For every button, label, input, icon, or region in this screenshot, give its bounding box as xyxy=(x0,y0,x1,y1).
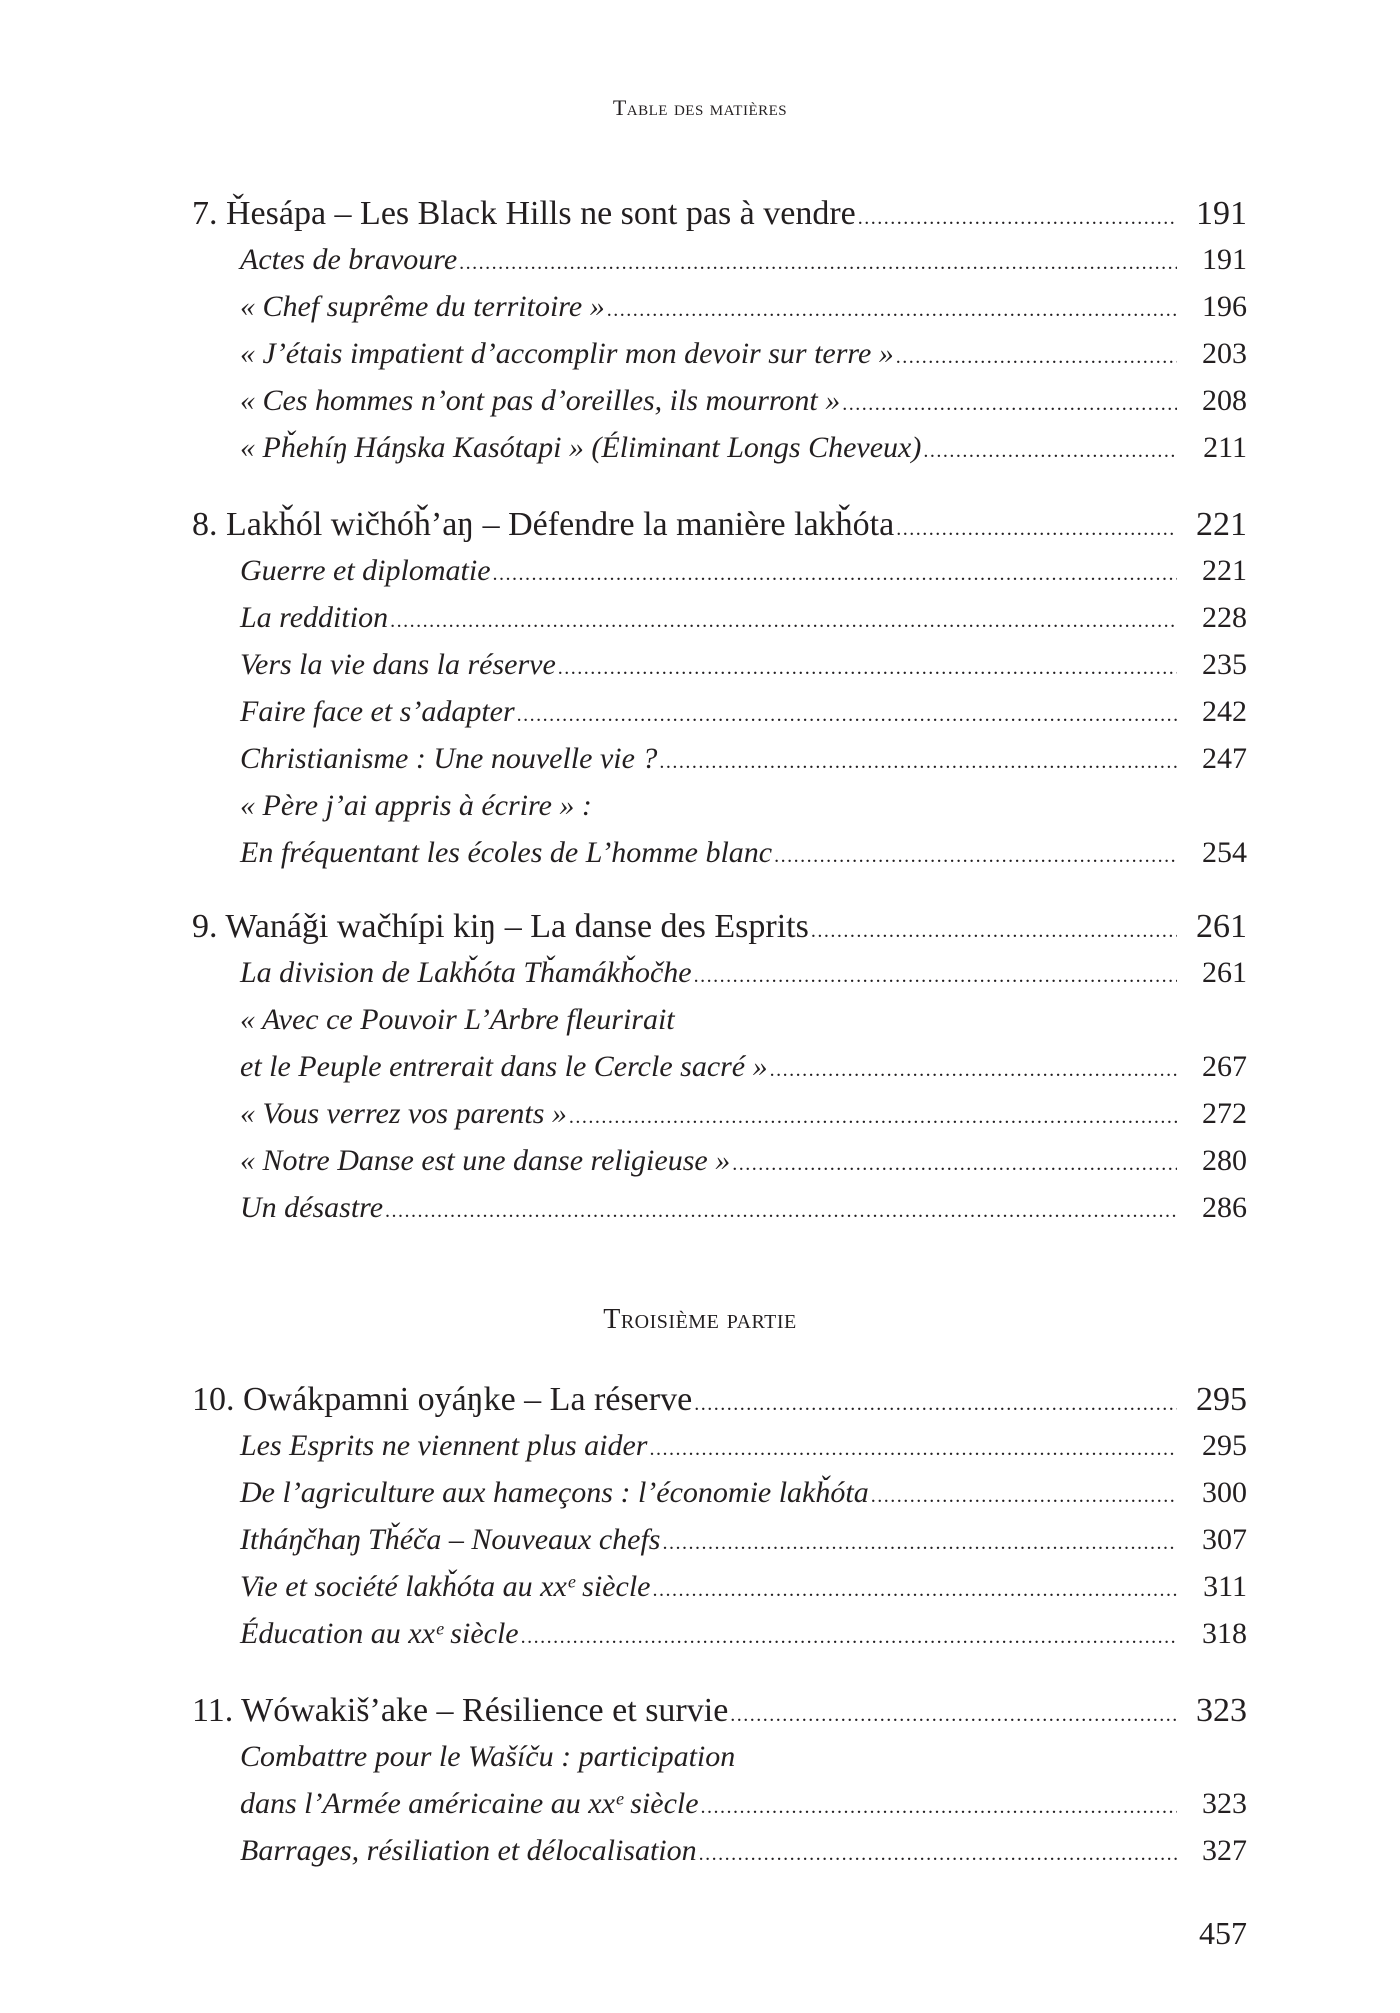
entry-title-line1: « Père j’ai appris à écrire » : xyxy=(240,789,592,822)
entry-title: En fréquentant les écoles de L’homme blanc xyxy=(240,836,773,869)
page-ref: 318 xyxy=(1202,1617,1247,1650)
page-ref: 208 xyxy=(1202,384,1247,417)
entry-title: Faire face et s’adapter xyxy=(240,695,515,728)
dot-leader xyxy=(730,1704,1177,1727)
dot-leader xyxy=(521,1626,1177,1649)
toc-entry[interactable] xyxy=(192,290,1247,337)
dot-leader xyxy=(896,346,1177,369)
page-ref: 242 xyxy=(1202,695,1247,728)
toc-entry[interactable] xyxy=(192,695,1247,742)
toc-chapter[interactable] xyxy=(192,908,1247,956)
toc-entry[interactable] xyxy=(192,1097,1247,1144)
page-ref: 191 xyxy=(1202,243,1247,276)
toc-section-7 xyxy=(192,195,1247,478)
page-ref: 261 xyxy=(1202,956,1247,989)
toc-entry[interactable] xyxy=(192,601,1247,648)
entry-title: Christianisme : Une nouvelle vie ? xyxy=(240,742,658,775)
dot-leader xyxy=(923,440,1177,463)
toc-entry[interactable] xyxy=(192,1617,1247,1664)
toc-entry[interactable] xyxy=(192,648,1247,695)
entry-title: Les Esprits ne viennent plus aider xyxy=(240,1429,648,1462)
toc-entry[interactable] xyxy=(192,1429,1247,1476)
dot-leader xyxy=(871,1485,1177,1508)
toc-chapter[interactable] xyxy=(192,506,1247,554)
toc-entry[interactable] xyxy=(192,1191,1247,1238)
dot-leader xyxy=(896,518,1177,541)
entry-title: « J’étais impatient d’accomplir mon devoir sur terre » xyxy=(240,337,894,370)
dot-leader xyxy=(770,1059,1177,1082)
chapter-title: 7. Ȟesápa – Les Black Hills ne sont pas à vendre xyxy=(192,195,856,232)
entry-title: Éducation au xxᵉ siècle xyxy=(240,1617,519,1650)
page-ref: 203 xyxy=(1202,337,1247,370)
entry-title: « Notre Danse est une danse religieuse » xyxy=(240,1144,731,1177)
page-ref: 228 xyxy=(1202,601,1247,634)
page-ref: 196 xyxy=(1202,290,1247,323)
page-ref: 295 xyxy=(1196,1381,1247,1418)
dot-leader xyxy=(493,563,1177,586)
entry-title: De l’agriculture aux hameçons : l’économie lakȟóta xyxy=(240,1476,869,1509)
toc-section-11 xyxy=(192,1692,1247,1881)
page-ref: 221 xyxy=(1202,554,1247,587)
page-ref: 267 xyxy=(1202,1050,1247,1083)
page-ref: 235 xyxy=(1202,648,1247,681)
toc-entry[interactable] xyxy=(192,243,1247,290)
entry-title-line1: Combattre pour le Wašíču : participation xyxy=(240,1740,736,1773)
page-ref: 261 xyxy=(1196,908,1247,945)
page-ref: 300 xyxy=(1202,1476,1247,1509)
entry-title: et le Peuple entrerait dans le Cercle sacré » xyxy=(240,1050,768,1083)
page-ref: 272 xyxy=(1202,1097,1247,1130)
page-number: 457 xyxy=(1199,1915,1247,1951)
page-ref: 221 xyxy=(1196,506,1247,543)
toc-chapter[interactable] xyxy=(192,1692,1247,1740)
entry-title: dans l’Armée américaine au xxᵉ siècle xyxy=(240,1787,699,1820)
running-head: Table des matières xyxy=(612,95,788,120)
entry-title: « Ces hommes n’ont pas d’oreilles, ils mourront » xyxy=(240,384,841,417)
dot-leader xyxy=(517,704,1177,727)
dot-leader xyxy=(607,299,1177,322)
page-ref: 247 xyxy=(1202,742,1247,775)
dot-leader xyxy=(385,1200,1177,1223)
page-ref: 327 xyxy=(1202,1834,1247,1867)
page-ref: 286 xyxy=(1202,1191,1247,1224)
dot-leader xyxy=(459,252,1177,275)
toc-entry[interactable] xyxy=(192,384,1247,431)
dot-leader xyxy=(649,1438,1177,1461)
toc-entry[interactable] xyxy=(192,836,1247,883)
entry-title: « Vous verrez vos parents » xyxy=(240,1097,567,1130)
entry-title: Itháŋčhaŋ Tȟéča – Nouveaux chefs xyxy=(240,1523,661,1556)
dot-leader xyxy=(701,1796,1177,1819)
toc-entry[interactable] xyxy=(192,1144,1247,1191)
page-ref: 311 xyxy=(1203,1570,1247,1603)
entry-title: Vers la vie dans la réserve xyxy=(240,648,556,681)
toc-entry[interactable] xyxy=(192,1476,1247,1523)
dot-leader xyxy=(652,1579,1177,1602)
toc-entry[interactable] xyxy=(192,742,1247,789)
dot-leader xyxy=(662,1532,1177,1555)
toc-entry[interactable] xyxy=(192,1570,1247,1617)
page-ref: 323 xyxy=(1196,1692,1247,1729)
chapter-title: 11. Wówakiš’ake – Résilience et survie xyxy=(192,1692,729,1729)
toc-section-10 xyxy=(192,1381,1247,1664)
toc-entry[interactable] xyxy=(192,1834,1247,1881)
toc-entry[interactable] xyxy=(192,1523,1247,1570)
entry-title-line1: « Avec ce Pouvoir L’Arbre fleurirait xyxy=(240,1003,675,1036)
page-ref: 307 xyxy=(1202,1523,1247,1556)
chapter-title: 9. Wanáǧi wačhípi kiŋ – La danse des Esprits xyxy=(192,908,809,945)
toc-entry[interactable] xyxy=(192,956,1247,1003)
dot-leader xyxy=(842,393,1177,416)
chapter-title: 8. Lakȟól wičhóȟ’aŋ – Défendre la manière lakȟóta xyxy=(192,506,895,543)
chapter-title: 10. Owákpamni oyáŋke – La réserve xyxy=(192,1381,693,1418)
dot-leader xyxy=(694,1393,1177,1416)
toc-chapter[interactable] xyxy=(192,1381,1247,1429)
dot-leader xyxy=(699,1843,1177,1866)
dot-leader xyxy=(732,1153,1177,1176)
page-ref: 323 xyxy=(1202,1787,1247,1820)
part-heading: Troisième partie xyxy=(603,1304,797,1335)
entry-title: Guerre et diplomatie xyxy=(240,554,491,587)
toc-entry[interactable] xyxy=(192,1787,1247,1834)
entry-title: La division de Lakȟóta Tȟamákȟočhe xyxy=(240,956,692,989)
dot-leader xyxy=(390,610,1177,633)
page-ref: 280 xyxy=(1202,1144,1247,1177)
dot-leader xyxy=(858,207,1177,230)
toc-chapter[interactable] xyxy=(192,195,1247,243)
page-ref: 211 xyxy=(1203,431,1247,464)
entry-title: Actes de bravoure xyxy=(240,243,458,276)
page-ref: 191 xyxy=(1196,195,1247,232)
entry-title: Barrages, résiliation et délocalisation xyxy=(240,1834,697,1867)
entry-title: La reddition xyxy=(240,601,389,634)
toc-section-8 xyxy=(192,506,1247,883)
toc-section-9 xyxy=(192,908,1247,1238)
page-ref: 295 xyxy=(1202,1429,1247,1462)
entry-title: « Chef suprême du territoire » xyxy=(240,290,605,323)
dot-leader xyxy=(811,920,1177,943)
dot-leader xyxy=(774,845,1177,868)
page-ref: 254 xyxy=(1202,836,1247,869)
dot-leader xyxy=(659,751,1177,774)
toc-entry[interactable] xyxy=(192,431,1247,478)
toc-entry[interactable] xyxy=(192,337,1247,384)
entry-title: Vie et société lakȟóta au xxᵉ siècle xyxy=(240,1570,651,1603)
dot-leader xyxy=(569,1106,1177,1129)
entry-title: « Pȟehíŋ Háŋska Kasótapi » (Éliminant Longs Cheveux) xyxy=(240,431,922,464)
toc-entry[interactable] xyxy=(192,1050,1247,1097)
dot-leader xyxy=(694,965,1177,988)
entry-title: Un désastre xyxy=(240,1191,384,1224)
dot-leader xyxy=(558,657,1177,680)
toc-entry[interactable] xyxy=(192,554,1247,601)
